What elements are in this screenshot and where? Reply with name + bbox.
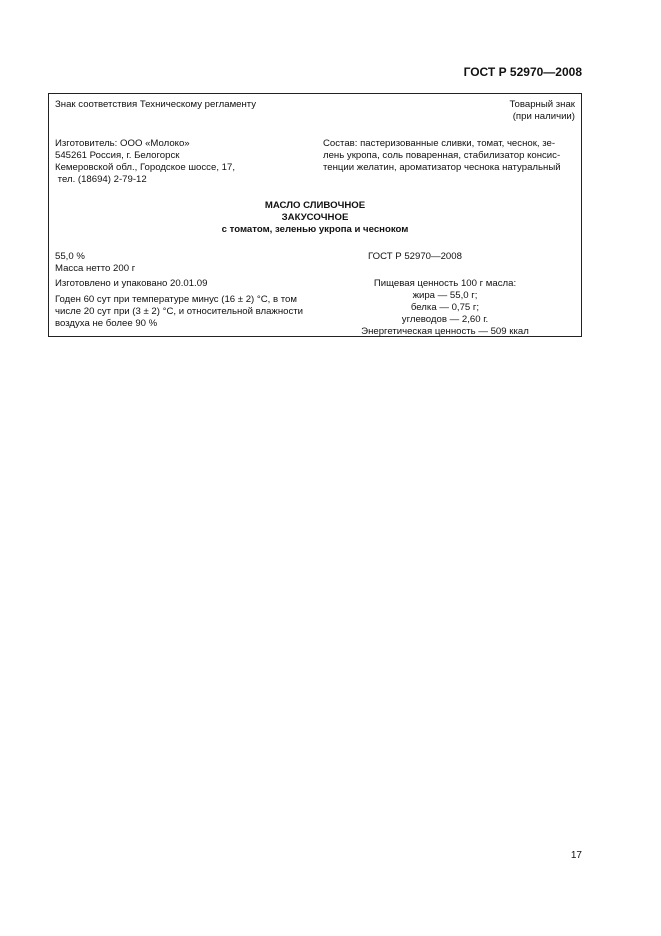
manufacturer-address-1: 545261 Россия, г. Белогорск (55, 150, 180, 161)
product-name-block (49, 200, 581, 236)
composition-line: лень укропа, соль поваренная, стабилизатор консис- (323, 150, 561, 161)
production-date: Изготовлено и упаковано 20.01.09 (55, 278, 208, 289)
trademark-note: (при наличии) (512, 111, 575, 122)
document-header-standard: ГОСТ Р 52970—2008 (463, 65, 582, 79)
product-name-line-3: с томатом, зеленью укропа и чесноком (221, 224, 409, 235)
nutrition-energy: Энергетическая ценность — 509 ккал (361, 326, 529, 337)
product-name-line-2: ЗАКУСОЧНОЕ (281, 212, 349, 223)
nutrition-title: Пищевая ценность 100 г масла: (373, 278, 517, 289)
conformity-mark-text: Знак соответствия Техническому регламенту (55, 99, 257, 110)
nutrition-protein: белка — 0,75 г; (410, 302, 480, 313)
manufacturer-phone: тел. (18694) 2-79-12 (55, 174, 147, 185)
nutrition-carbs: углеводов — 2,60 г. (401, 314, 489, 325)
nutrition-fat: жира — 55,0 г; (412, 290, 478, 301)
standard-reference: ГОСТ Р 52970—2008 (368, 251, 462, 262)
composition-line: тенции желатин, ароматизатор чеснока натуральный (323, 162, 561, 173)
storage-line: числе 20 сут при (3 ± 2) °С, и относительной влажности (55, 306, 304, 317)
storage-conditions (55, 294, 313, 330)
trademark-line: Товарный знак (509, 99, 575, 110)
manufacturer-address-2: Кемеровской обл., Городское шоссе, 17, (55, 162, 235, 173)
nutrition-block (327, 278, 563, 338)
storage-line: воздуха не более 90 % (55, 318, 158, 329)
trademark-block (509, 99, 575, 123)
manufacturer-name: Изготовитель: ООО «Молоко» (55, 138, 190, 149)
storage-line: Годен 60 сут при температуре минус (16 ± 2) °С, в том (55, 294, 297, 305)
product-name-line-1: МАСЛО СЛИВОЧНОЕ (264, 200, 366, 211)
fat-content: 55,0 % (55, 251, 85, 262)
composition-line: Состав: пастеризованные сливки, томат, чеснок, зе- (323, 138, 556, 149)
net-weight: Масса нетто 200 г (55, 263, 136, 274)
composition-block (323, 138, 577, 174)
page-number: 17 (570, 850, 582, 861)
product-label (48, 93, 582, 337)
manufacturer-block (55, 138, 235, 186)
fat-and-weight-block (55, 251, 135, 275)
